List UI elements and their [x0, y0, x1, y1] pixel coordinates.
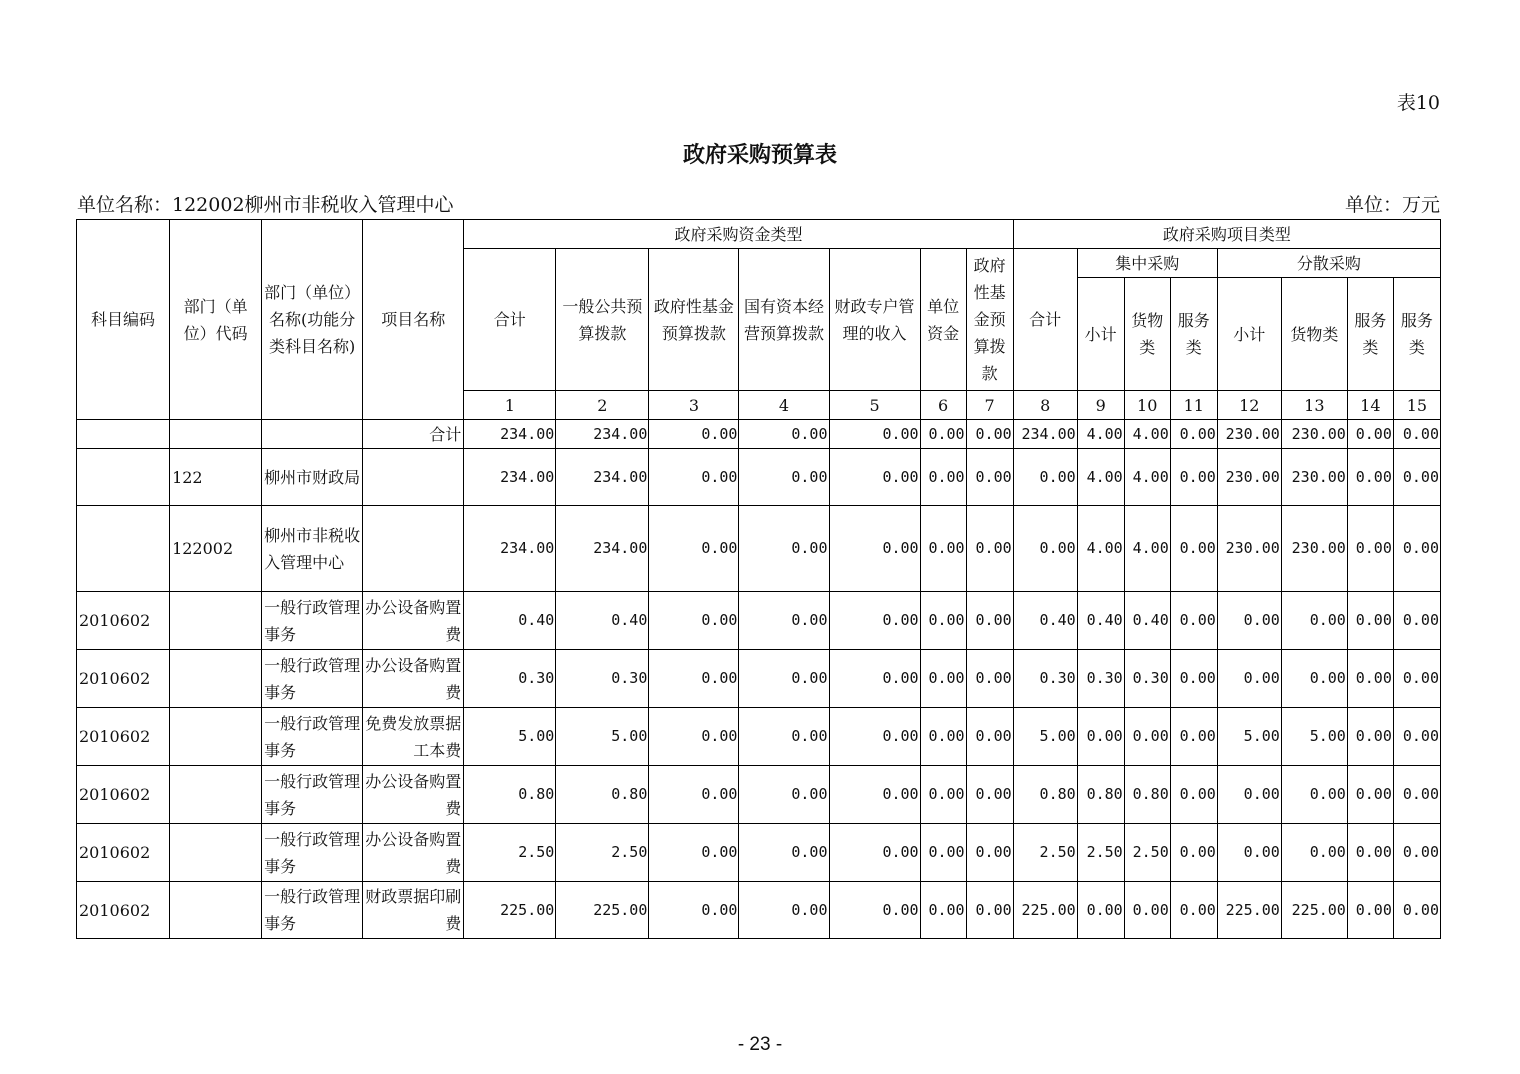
cell-amount: 0.00	[1347, 420, 1393, 449]
cell-amount: 0.00	[649, 824, 739, 882]
cell-amount: 0.00	[649, 506, 739, 592]
header-special-account: 财政专户管理的收入	[829, 249, 920, 391]
header-c-goods: 货物类	[1124, 278, 1170, 391]
cell-amount: 0.00	[920, 420, 966, 449]
cell-project-name: 财政票据印刷费	[363, 882, 464, 939]
cell-amount: 0.40	[1124, 592, 1170, 650]
cell-amount: 0.00	[920, 824, 966, 882]
col-number: 15	[1393, 391, 1440, 420]
col-number: 3	[649, 391, 739, 420]
cell-amount: 0.00	[1347, 449, 1393, 506]
header-fund-total: 合计	[464, 249, 556, 391]
header-general-budget: 一般公共预算拨款	[556, 249, 649, 391]
cell-amount: 0.80	[1124, 766, 1170, 824]
cell-amount: 234.00	[556, 420, 649, 449]
cell-amount: 0.00	[966, 882, 1013, 939]
cell-amount: 0.00	[649, 420, 739, 449]
cell-amount: 225.00	[556, 882, 649, 939]
cell-amount: 5.00	[1281, 708, 1347, 766]
cell-amount: 0.00	[739, 420, 829, 449]
cell-dept-code	[170, 824, 262, 882]
cell-amount: 0.00	[1170, 824, 1217, 882]
cell-amount: 0.00	[1347, 506, 1393, 592]
header-project-type: 政府采购项目类型	[1013, 220, 1440, 249]
cell-subject-code: 2010602	[77, 824, 170, 882]
cell-amount: 5.00	[556, 708, 649, 766]
cell-amount: 0.00	[966, 766, 1013, 824]
cell-dept-code	[170, 708, 262, 766]
cell-amount: 0.00	[966, 506, 1013, 592]
cell-amount: 0.00	[966, 824, 1013, 882]
cell-amount: 0.00	[739, 592, 829, 650]
cell-amount: 0.40	[464, 592, 556, 650]
header-d-service-2: 服务类	[1393, 278, 1440, 391]
cell-amount: 0.00	[1170, 506, 1217, 592]
cell-amount: 0.80	[464, 766, 556, 824]
cell-amount: 0.00	[739, 708, 829, 766]
cell-dept-code: 122002	[170, 506, 262, 592]
cell-amount: 0.00	[829, 650, 920, 708]
cell-amount: 0.00	[1170, 420, 1217, 449]
cell-amount: 234.00	[464, 420, 556, 449]
cell-amount: 0.00	[829, 882, 920, 939]
cell-project-name: 合计	[363, 420, 464, 449]
cell-dept-name: 柳州市非税收入管理中心	[262, 506, 363, 592]
cell-amount: 2.50	[556, 824, 649, 882]
cell-amount: 234.00	[556, 506, 649, 592]
cell-amount: 0.00	[649, 592, 739, 650]
cell-amount: 0.00	[649, 650, 739, 708]
cell-amount: 0.00	[1393, 650, 1440, 708]
col-number: 5	[829, 391, 920, 420]
header-decentralized: 分散采购	[1217, 249, 1440, 278]
procurement-budget-table	[76, 219, 1441, 939]
cell-amount: 0.00	[1217, 650, 1281, 708]
header-centralized: 集中采购	[1077, 249, 1217, 278]
table-row	[77, 708, 1441, 766]
table-row	[77, 650, 1441, 708]
cell-subject-code	[77, 449, 170, 506]
cell-project-name: 办公设备购置费	[363, 592, 464, 650]
header-d-goods: 货物类	[1281, 278, 1347, 391]
cell-amount: 0.80	[556, 766, 649, 824]
table-header	[77, 220, 1441, 420]
header-d-service-1: 服务类	[1347, 278, 1393, 391]
cell-amount: 230.00	[1217, 449, 1281, 506]
cell-amount: 0.00	[1347, 824, 1393, 882]
cell-amount: 0.00	[1013, 506, 1077, 592]
cell-amount: 0.40	[1077, 592, 1124, 650]
cell-amount: 5.00	[1217, 708, 1281, 766]
col-number: 11	[1170, 391, 1217, 420]
cell-amount: 225.00	[1013, 882, 1077, 939]
cell-subject-code	[77, 506, 170, 592]
unit-name: 单位名称：122002柳州市非税收入管理中心	[77, 194, 454, 216]
cell-dept-name: 柳州市财政局	[262, 449, 363, 506]
header-project-name: 项目名称	[363, 220, 464, 420]
header-gov-fund: 政府性基金预算拨款	[649, 249, 739, 391]
cell-amount: 0.00	[829, 708, 920, 766]
cell-amount: 0.00	[966, 420, 1013, 449]
cell-amount: 4.00	[1124, 420, 1170, 449]
page-number: - 23 -	[737, 1034, 783, 1055]
cell-amount: 0.00	[1393, 824, 1440, 882]
cell-amount: 5.00	[464, 708, 556, 766]
cell-amount: 0.00	[1217, 766, 1281, 824]
cell-amount: 0.00	[920, 506, 966, 592]
cell-amount: 0.00	[1393, 766, 1440, 824]
cell-amount: 234.00	[464, 506, 556, 592]
table-row	[77, 592, 1441, 650]
cell-amount: 4.00	[1124, 449, 1170, 506]
header-subject-code: 科目编码	[77, 220, 170, 420]
col-number: 4	[739, 391, 829, 420]
cell-amount: 2.50	[1013, 824, 1077, 882]
cell-amount: 0.00	[829, 420, 920, 449]
cell-project-name	[363, 449, 464, 506]
cell-subject-code: 2010602	[77, 766, 170, 824]
cell-amount: 0.00	[739, 824, 829, 882]
cell-subject-code: 2010602	[77, 592, 170, 650]
cell-amount: 0.00	[1347, 708, 1393, 766]
cell-subject-code: 2010602	[77, 882, 170, 939]
cell-amount: 225.00	[1217, 882, 1281, 939]
table-row	[77, 882, 1441, 939]
cell-amount: 0.00	[1013, 449, 1077, 506]
table-row	[77, 420, 1441, 449]
cell-amount: 0.00	[739, 449, 829, 506]
cell-dept-code	[170, 650, 262, 708]
cell-dept-name: 一般行政管理事务	[262, 824, 363, 882]
cell-amount: 230.00	[1281, 420, 1347, 449]
cell-amount: 0.00	[920, 882, 966, 939]
table-number: 表10	[1396, 92, 1440, 114]
cell-amount: 0.00	[1347, 592, 1393, 650]
cell-amount: 225.00	[464, 882, 556, 939]
cell-project-name: 免费发放票据工本费	[363, 708, 464, 766]
cell-project-name: 办公设备购置费	[363, 650, 464, 708]
cell-amount: 0.00	[1347, 650, 1393, 708]
cell-dept-name: 一般行政管理事务	[262, 766, 363, 824]
cell-project-name	[363, 506, 464, 592]
cell-amount: 230.00	[1281, 449, 1347, 506]
cell-dept-code	[170, 882, 262, 939]
cell-dept-code: 122	[170, 449, 262, 506]
cell-amount: 2.50	[464, 824, 556, 882]
cell-amount: 0.00	[1281, 592, 1347, 650]
cell-dept-name: 一般行政管理事务	[262, 592, 363, 650]
cell-amount: 0.00	[1281, 650, 1347, 708]
cell-amount: 0.00	[649, 708, 739, 766]
cell-subject-code	[77, 420, 170, 449]
col-number: 10	[1124, 391, 1170, 420]
cell-project-name: 办公设备购置费	[363, 824, 464, 882]
currency-unit: 单位：万元	[1344, 194, 1440, 216]
cell-amount: 0.00	[829, 592, 920, 650]
cell-amount: 0.00	[1170, 882, 1217, 939]
table-body	[77, 420, 1441, 939]
cell-amount: 0.30	[1013, 650, 1077, 708]
cell-amount: 0.00	[966, 650, 1013, 708]
cell-amount: 0.40	[1013, 592, 1077, 650]
cell-amount: 0.00	[1393, 708, 1440, 766]
cell-dept-code	[170, 420, 262, 449]
col-number: 7	[966, 391, 1013, 420]
header-c-subtotal: 小计	[1077, 278, 1124, 391]
cell-amount: 0.00	[1393, 882, 1440, 939]
cell-amount: 0.00	[649, 882, 739, 939]
col-number: 6	[920, 391, 966, 420]
cell-amount: 0.00	[1393, 592, 1440, 650]
cell-amount: 0.00	[1077, 882, 1124, 939]
cell-amount: 0.00	[966, 449, 1013, 506]
cell-amount: 0.00	[1281, 766, 1347, 824]
cell-amount: 0.00	[739, 766, 829, 824]
cell-amount: 0.00	[1347, 766, 1393, 824]
col-number: 12	[1217, 391, 1281, 420]
cell-dept-code	[170, 592, 262, 650]
cell-amount: 234.00	[464, 449, 556, 506]
table-row	[77, 824, 1441, 882]
cell-amount: 0.00	[1124, 882, 1170, 939]
cell-amount: 0.00	[1281, 824, 1347, 882]
cell-amount: 0.30	[1124, 650, 1170, 708]
header-dept-code: 部门（单位）代码	[170, 220, 262, 420]
cell-amount: 0.00	[966, 708, 1013, 766]
cell-amount: 0.00	[649, 449, 739, 506]
cell-amount: 0.00	[920, 766, 966, 824]
cell-subject-code: 2010602	[77, 708, 170, 766]
cell-amount: 2.50	[1124, 824, 1170, 882]
cell-amount: 4.00	[1124, 506, 1170, 592]
cell-amount: 0.00	[739, 506, 829, 592]
col-number: 14	[1347, 391, 1393, 420]
cell-project-name: 办公设备购置费	[363, 766, 464, 824]
cell-amount: 230.00	[1217, 420, 1281, 449]
cell-amount: 0.00	[1170, 592, 1217, 650]
cell-amount: 0.00	[1217, 592, 1281, 650]
cell-amount: 0.00	[829, 449, 920, 506]
cell-amount: 0.00	[829, 766, 920, 824]
table-row	[77, 449, 1441, 506]
cell-dept-name: 一般行政管理事务	[262, 708, 363, 766]
cell-amount: 0.30	[556, 650, 649, 708]
header-unit-fund: 单位资金	[920, 249, 966, 391]
cell-amount: 0.00	[1393, 420, 1440, 449]
cell-amount: 0.00	[829, 506, 920, 592]
col-number: 9	[1077, 391, 1124, 420]
cell-dept-code	[170, 766, 262, 824]
cell-amount: 225.00	[1281, 882, 1347, 939]
cell-amount: 0.00	[920, 650, 966, 708]
cell-dept-name: 一般行政管理事务	[262, 650, 363, 708]
cell-amount: 0.00	[1170, 650, 1217, 708]
cell-amount: 0.30	[1077, 650, 1124, 708]
header-state-asset: 国有资本经营预算拨款	[739, 249, 829, 391]
cell-amount: 230.00	[1217, 506, 1281, 592]
cell-amount: 0.80	[1013, 766, 1077, 824]
cell-amount: 4.00	[1077, 506, 1124, 592]
page-title: 政府采购预算表	[682, 142, 837, 168]
cell-amount: 0.80	[1077, 766, 1124, 824]
cell-amount: 0.00	[1217, 824, 1281, 882]
cell-amount: 0.00	[920, 449, 966, 506]
header-d-subtotal: 小计	[1217, 278, 1281, 391]
cell-amount: 0.00	[1170, 766, 1217, 824]
cell-amount: 2.50	[1077, 824, 1124, 882]
cell-amount: 0.00	[1170, 708, 1217, 766]
cell-amount: 0.40	[556, 592, 649, 650]
header-fund-type: 政府采购资金类型	[464, 220, 1013, 249]
col-number: 2	[556, 391, 649, 420]
header-gov-fund-2: 政府性基金预算拨款	[966, 249, 1013, 391]
cell-amount: 0.00	[649, 766, 739, 824]
cell-amount: 234.00	[556, 449, 649, 506]
cell-amount: 0.00	[829, 824, 920, 882]
cell-amount: 230.00	[1281, 506, 1347, 592]
cell-amount: 0.00	[739, 882, 829, 939]
cell-amount: 0.00	[966, 592, 1013, 650]
header-project-total: 合计	[1013, 249, 1077, 391]
table-row	[77, 766, 1441, 824]
col-number: 13	[1281, 391, 1347, 420]
header-c-service: 服务类	[1170, 278, 1217, 391]
cell-amount: 0.00	[1393, 449, 1440, 506]
col-number: 8	[1013, 391, 1077, 420]
cell-amount: 5.00	[1013, 708, 1077, 766]
cell-amount: 0.00	[739, 650, 829, 708]
cell-amount: 0.00	[1170, 449, 1217, 506]
cell-amount: 0.00	[1124, 708, 1170, 766]
cell-amount: 4.00	[1077, 420, 1124, 449]
header-dept-name: 部门（单位）名称(功能分类科目名称)	[262, 220, 363, 420]
cell-subject-code: 2010602	[77, 650, 170, 708]
col-number: 1	[464, 391, 556, 420]
cell-amount: 0.30	[464, 650, 556, 708]
cell-amount: 0.00	[1393, 506, 1440, 592]
table-row	[77, 506, 1441, 592]
cell-dept-name	[262, 420, 363, 449]
cell-amount: 0.00	[920, 592, 966, 650]
cell-amount: 0.00	[1077, 708, 1124, 766]
cell-amount: 234.00	[1013, 420, 1077, 449]
cell-amount: 0.00	[920, 708, 966, 766]
cell-amount: 4.00	[1077, 449, 1124, 506]
cell-dept-name: 一般行政管理事务	[262, 882, 363, 939]
cell-amount: 0.00	[1347, 882, 1393, 939]
